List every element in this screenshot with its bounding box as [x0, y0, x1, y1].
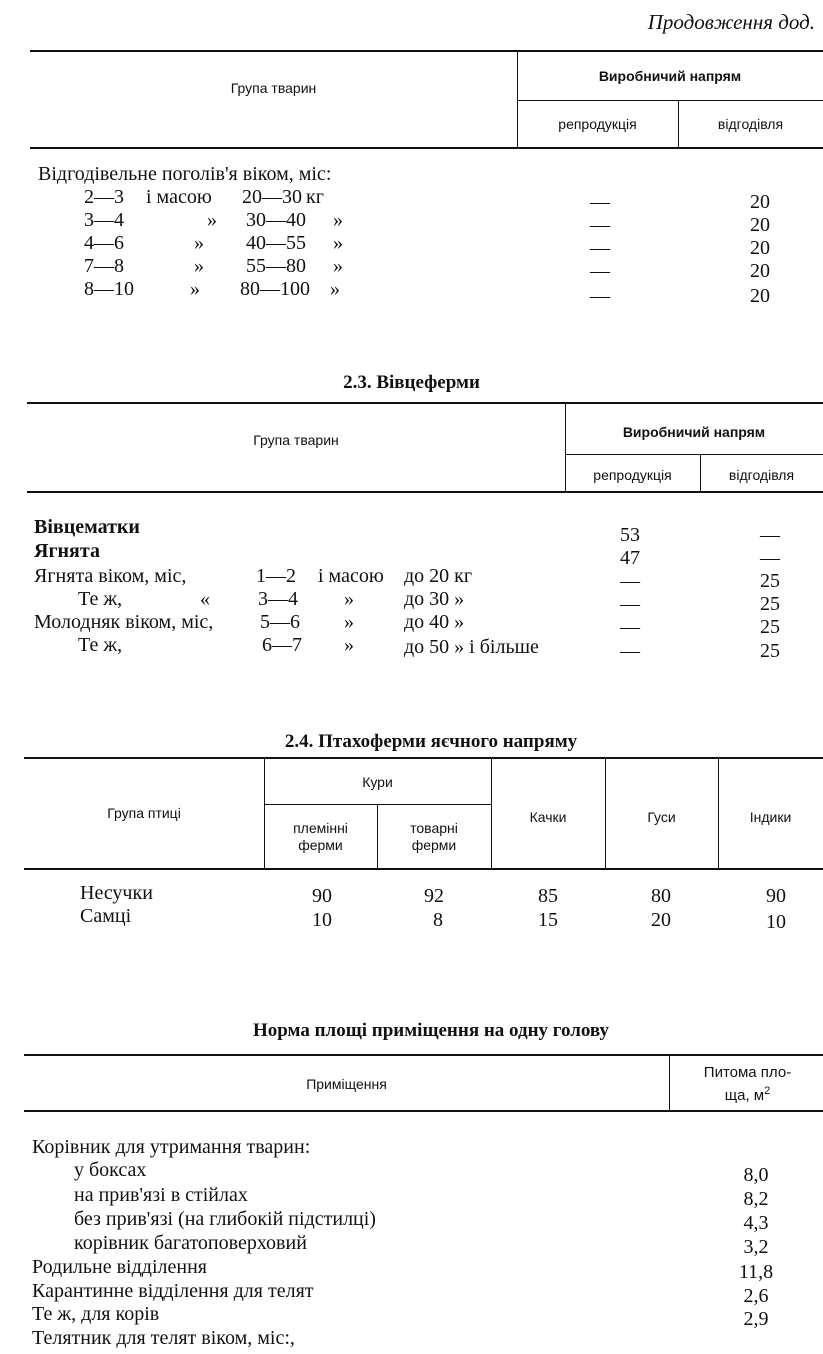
table-2-title: 2.3. Вівцеферми: [343, 372, 480, 393]
table-1-header-group: Група тварин: [230, 80, 317, 96]
table-4-title: Норма площі приміщення на одну голову: [252, 1020, 610, 1041]
table-3-header-group: Група птиці: [107, 805, 181, 821]
table-2-header-col2: відгодівля: [728, 467, 795, 483]
table-3-header-commercial: товарні ферми: [410, 820, 458, 853]
table-3-header-geese: Гуси: [647, 809, 676, 825]
table-1-header-direction: Виробничий напрям: [598, 68, 742, 84]
table-3-title: 2.4. Птахоферми яєчного напряму: [284, 731, 578, 752]
table-3-header-chickens: Кури: [362, 774, 393, 790]
table-3-header-ducks: Качки: [529, 809, 567, 825]
table-3-header-turkeys: Індики: [749, 809, 792, 825]
continuation-label: Продовження дод.: [647, 10, 815, 34]
table-4-header-room: Приміщення: [306, 1076, 387, 1092]
table-1-header-col1: репродукція: [558, 116, 637, 132]
table-2-header-group: Група тварин: [253, 432, 339, 448]
table-1-header-col2: відгодівля: [717, 116, 784, 132]
table-2-header-col1: репродукція: [593, 467, 672, 483]
table-3-header-breeding: племінні ферми: [293, 820, 348, 853]
table-1-section-label: Відгодівельне поголів'я віком, міс:: [38, 163, 332, 185]
table-2-header-direction: Виробничий напрям: [622, 424, 766, 440]
table-4-header-area: Питома пло- ща, $м^2$: [703, 1064, 792, 1104]
